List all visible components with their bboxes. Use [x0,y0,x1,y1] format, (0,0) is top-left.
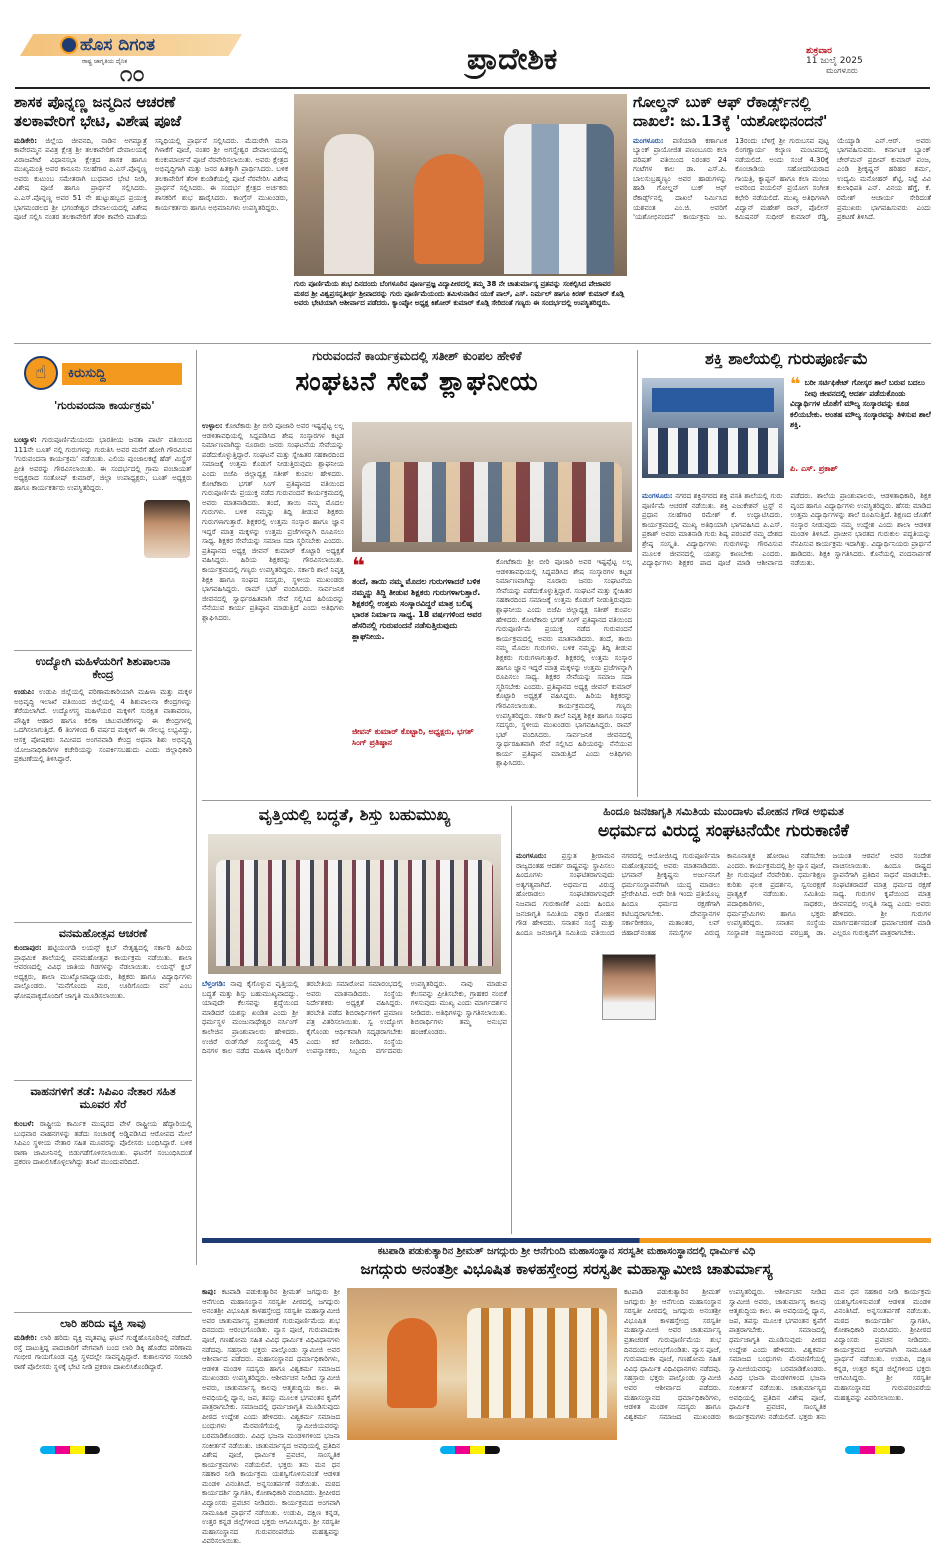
day: ಶುಕ್ರವಾರ [806,46,832,56]
story5-text: ನಾವು ಕೈಗೊಳ್ಳುವ ವೃತ್ತಿಯಲ್ಲಿ ಬದ್ಧತೆ ಮತ್ತು ಶಿಸ್ತು ಬಹುಮುಖ್ಯವಾದದ್ದು. ಯಾವುದೇ ಕೆಲಸವನ್ನು ಶ್ರದ್ಧೆಯಿಂದ ಮಾಡಿದರೆ ಯಶಸ್ಸು ಖಂಡಿತ ಎಂದು ಶ್ರೀ ಧರ್ಮಸ್ಥಳ ಮಂಜುನಾಥೇಶ್ವರ ನರ್ಸಿಂಗ್ ಕಾಲೇಜಿನ ಪ್ರಾಂಶುಪಾಲರು ಹೇಳಿದರು. ಉಜಿರೆ ರುಡ್‌ಸೆಟ್ ಸಂಸ್ಥೆಯಲ್ಲಿ 45 ದಿನಗಳ ಕಾಲ ನಡೆದ ಮಹಿಳಾ ಟೈಲರಿಂಗ್ ತರಬೇತಿಯ ಸಮಾರೋಪ ಸಮಾರಂಭದಲ್ಲಿ ಅವರು ಮಾತನಾಡಿದರು. ಸಂಸ್ಥೆಯ ನಿರ್ದೇಶಕರು ಅಧ್ಯಕ್ಷತೆ ವಹಿಸಿದ್ದರು. ತರಬೇತಿ ಪಡೆದ ಶಿಬಿರಾರ್ಥಿಗಳಿಗೆ ಪ್ರಮಾಣ ಪತ್ರ ವಿತರಿಸಲಾಯಿತು. ಸ್ವ ಉದ್ಯೋಗ ಕೈಗೊಂಡು ಆರ್ಥಿಕವಾಗಿ ಸದೃಢರಾಗಬೇಕು ಎಂದು ಕರೆ ನೀಡಿದರು. ಸಂಸ್ಥೆಯ ಉಪನ್ಯಾಸಕರು, ಸಿಬ್ಬಂದಿ ವರ್ಗದವರು ಉಪಸ್ಥಿತರಿದ್ದರು. ನಾವು ಮಾಡುವ ಕೆಲಸವನ್ನು ಪ್ರೀತಿಸಬೇಕು, ಗ್ರಾಹಕರ ನಂಬಿಕೆ ಗಳಿಸುವುದು ಮುಖ್ಯ ಎಂದು ಮಾರ್ಗದರ್ಶನ ನೀಡಿದರು. ಅತಿಥಿಗಳನ್ನು ಸ್ವಾಗತಿಸಲಾಯಿತು. ಶಿಬಿರಾರ್ಥಿಗಳು ತಮ್ಮ ಅನುಭವ ಹಂಚಿಕೊಂಡರು. [202,980,507,1056]
story2-headline-2: ದಾಖಲೆ: ಜು.13ಕ್ಕೆ 'ಯಶೋಭಿನಂದನೆ' [633,112,828,131]
story1-headline-2: ತಲಕಾವೇರಿಗೆ ಭೇಟಿ, ವಿಶೇಷ ಪೂಜೆ [14,112,182,131]
print-registration-marks-right [845,1446,905,1454]
masthead [0,0,945,90]
story7-kicker: ಕಟಪಾಡಿ ಪಡುಕುತ್ಯಾರಿನ ಶ್ರೀಮತ್ ಜಗದ್ಗುರು ಶ್ರೀ ಆನೆಗುಂದಿ ಮಹಾಸಂಸ್ಥಾನ ಸರಸ್ವತೀ ಮಹಾಸಂಸ್ಥಾನದಲ್ಲಿ ಧಾರ್ಮಿಕ ವಿಧಿ [377,1246,756,1257]
kiru-item3-body [14,944,192,1074]
kiru-item4-dateline: ಕುಂಬಳೆ: [14,1120,40,1128]
story6-kicker: ಹಿಂದೂ ಜನಜಾಗೃತಿ ಸಮಿತಿಯ ಮುಂದಾಳು ಮೋಹನ ಗೌಡ ಅಭಿಮತ [603,805,844,818]
print-registration-marks-center [440,1446,500,1454]
kiru-item4-body [14,1120,192,1288]
quote-mark-icon: ❝ [352,554,365,579]
photo1-caption: ಗುರು ಪೂರ್ಣಿಮೆಯ ಶುಭ ದಿನದಂದು ಬೆಂಗಳೂರಿನ ಪೂರ್ಣಪ್ರಜ್ಞ ವಿದ್ಯಾಪೀಠದಲ್ಲಿ ತಮ್ಮ 38 ನೇ ಚಾತುರ್ಮಾಸ್ಯ ವ್ರತವನ್ನು ಸಂಕಲ್ಪಿಸಿದ ಪೇಜಾವರ ಮಠದ ಶ್ರೀ ವಿಶ್ವಪ್ರಸನ್ನತೀರ್ಥ ಶ್ರೀಪಾದರನ್ನು ಗುರು ಪೂರ್ಣಿಮೆಯಂದು ತಮಿಳುನಾಡಿನ ಯುಕೆ ಪಾಲ್, ಎಸ್. ನಿರ್ಮಲ್ ಹಾಗೂ ಕಿರಣ್ ಕುಮಾರ್ ಕೊಡ್ಗಿ ಅವರು ಭೇಟಿಯಾಗಿ ಆಶೀರ್ವಾದ ಪಡೆದರು. ಕ್ಯಾಂಪ್ಕೋ ಅಧ್ಯಕ್ಷ ಕಿಶೋರ್ ಕುಮಾರ್ ಕೊಡ್ಗಿ ಸೇರಿದಂತೆ ಗಣ್ಯರು ಈ ಸಂದರ್ಭದಲ್ಲಿ ಉಪಸ್ಥಿತರಿದ್ದರು. [294,280,625,307]
story-pejavara-photo [294,94,627,339]
kiru-rule-3 [14,1080,192,1081]
photo-guruvandane-group [352,422,632,552]
kiru-item1-text: ಗುರುಪೂರ್ಣಿಮೆಯಂದು ಭಾರತೀಯ ಜನತಾ ಪಾರ್ಟಿ ವತಿಯಿಂದ 111ನೇ ಬೂತ್ ನಲ್ಲಿ ಗುರುಗಳನ್ನು ಗುರುತಿಸಿ ಅವರ ಮನೆಗೆ ಹೋಗಿ ಗೌರವಿಸುವ 'ಗುರುವಂದನಾ ಕಾರ್ಯಕ್ರಮ' ನಡೆಯಿತು. ಎಲಿಯ ಪುಂಜಾಲಕಟ್ಟೆ ಹೆಡ್ ಮಿಸ್ಟ್ರೆಸ್ ಪ್ರೀತಿ ಅವರನ್ನು ಗೌರವಿಸಲಾಯಿತು. ಈ ಸಂದರ್ಭದಲ್ಲಿ ಗ್ರಾಮ ಪಂಚಾಯತ್ ಅಧ್ಯಕ್ಷರಾದ ಸಂತೋಷ್ ಕುಮಾರ್, ಜಿಲ್ಲಾ ಉಪಾಧ್ಯಕ್ಷರು, ಬೂತ್ ಅಧ್ಯಕ್ಷರು ಹಾಗೂ ಕಾರ್ಯಕರ್ತರು ಉಪಸ್ಥಿತರಿದ್ದರು. [14,436,193,492]
story7-body-cols [624,1288,931,1440]
quote-mark-icon: ❝ [790,374,801,395]
kiru-item2-dateline: ಉಡುಪಿ: [14,688,40,696]
kiru-item1-title: 'ಗುರುವಂದನಾ ಕಾರ್ಯಕ್ರಮ' [54,399,155,412]
story7-dateline: ಕಾಪು: [202,1288,222,1296]
story3-text: ಕೋಟೆಕಾರು ಶ್ರೀ ಬೀರಿ ಪೂಜಾರಿ ಅವರ ಇಷ್ಟಪ್ಪೆಟ್ಟ ಲಲ್ಲ ಆಡಳಿತಾವಧಿಯಲ್ಲಿ ಸಿದ್ದಪಡಿಸಿದ ಶೇಷ ಸಂಸ್ಕಾರಗಳ ಕಟ್ಟಡ ನಿರ್ಮಾಣವಾಗಿದ್ದು ನೂರಾರು ಜನರು ಸಂಘಟನೆಯ ಸೇವೆಯನ್ನು ಪಡೆದುಕೊಳ್ಳುತ್ತಿದ್ದಾರೆ. ಸಂಘಟನೆ ಮತ್ತು ಸ್ನೇಹಿತರ ಸಹಕಾರದಿಂದ ಸಮಾಜಕ್ಕೆ ಉತ್ತಮ ಕೊಡುಗೆ ನೀಡುತ್ತಿರುವುದು ಶ್ಲಾಘನೀಯ ಎಂದು ಬಿಜೆಪಿ ಜಿಲ್ಲಾಧ್ಯಕ್ಷ ಸತೀಶ್ ಕುಂಪಲ ಹೇಳಿದರು. ಕೋಟೆಕಾರು ಭಗತ್ ಸಿಂಗ್ ಪ್ರತಿಷ್ಠಾನದ ವತಿಯಿಂದ ಗುರುಪೂರ್ಣಿಮೆ ಪ್ರಯುಕ್ತ ನಡೆದ ಗುರುವಂದನೆ ಕಾರ್ಯಕ್ರಮದಲ್ಲಿ ಅವರು ಮಾತನಾಡಿದರು. ತಂದೆ, ತಾಯಿ ನಮ್ಮ ಮೊದಲ ಗುರುಗಳು. ಬಳಿಕ ನಮ್ಮನ್ನು ತಿದ್ದಿ ತೀಡುವ ಶಿಕ್ಷಕರು ಗುರುಗಳಾಗುತ್ತಾರೆ. ಶಿಕ್ಷಕರಲ್ಲಿ ಉತ್ತಮ ಸಂಸ್ಕಾರ ಹಾಗೂ ಜ್ಞಾನ ಇದ್ದರೆ ಮಾತ್ರ ಮಕ್ಕಳನ್ನು ಉತ್ತಮ ಪ್ರಜೆಗಳನ್ನಾಗಿ ರೂಪಿಸಲು ಸಾಧ್ಯ. ಶಿಕ್ಷಕರ ಸೇವೆಯನ್ನು ಸಮಾಜ ಸದಾ ಸ್ಮರಿಸಬೇಕು ಎಂದರು. ಪ್ರತಿಷ್ಠಾನದ ಅಧ್ಯಕ್ಷ ಜೀವನ್ ಕುಮಾರ್ ಕೊಟ್ಟಾರಿ ಅಧ್ಯಕ್ಷತೆ ವಹಿಸಿದ್ದರು. ಹಿರಿಯ ಶಿಕ್ಷಕರನ್ನು ಗೌರವಿಸಲಾಯಿತು. ಕಾರ್ಯಕ್ರಮದಲ್ಲಿ ಗಣ್ಯರು ಉಪಸ್ಥಿತರಿದ್ದರು. ಸರ್ಕಾರಿ ಶಾಲೆ ನಿವೃತ್ತ ಶಿಕ್ಷಕಿ ಹಾಗೂ ಸಂಘದ ಸದಸ್ಯರು, ಸ್ಥಳೀಯ ಮುಖಂಡರು ಭಾಗವಹಿಸಿದ್ದರು. ರಾಮ್ ಭಟ್ ವಂದಿಸಿದರು. ಸಾರ್ವಜನಿಕ ಜೀವನದಲ್ಲಿ ಸ್ವಾರ್ಥರಹಿತವಾಗಿ ಸೇವೆ ಸಲ್ಲಿಸಿದ ಹಿರಿಯರನ್ನು ನೆನೆಯುವ ಕಾರ್ಯ ಪ್ರತಿಷ್ಠಾನ ಮಾಡುತ್ತಿದೆ ಎಂದು ಅತಿಥಿಗಳು ಶ್ಲಾಘಿಸಿದರು. [202,422,345,622]
logo-emblem-icon [60,36,78,54]
page-number: ೧೦ [120,62,145,87]
kiru-rule-1 [14,650,192,651]
kiru-item4-text: ರಾಷ್ಟ್ರೀಯ ಕಾರ್ಮಿಕ ಮುಷ್ಕರದ ವೇಳೆ ರಾಷ್ಟ್ರೀಯ ಹೆದ್ದಾರಿಯಲ್ಲಿ ಬುಧವಾರ ವಾಹನಗಳನ್ನು ತಡೆದು ಸಂಚಾರಕ್ಕೆ ಅಡ್ಡಿಪಡಿಸಿದ ಆರೋಪದ ಮೇಲೆ ಸಿಪಿಎಂ ಸ್ಥಳೀಯ ನೇತಾರ ಸಹಿತ ಮೂವರನ್ನು ಪೊಲೀಸರು ಬಂಧಿಸಿದ್ದಾರೆ. ಬಳಿಕ ಠಾಣಾ ಜಾಮೀನಿನಲ್ಲಿ ಬಿಡುಗಡೆಗೊಳಿಸಲಾಯಿತು. ಘಟನೆಗೆ ಸಂಬಂಧಿಸಿದಂತೆ ಪ್ರಕರಣ ದಾಖಲಿಸಿಕೊಳ್ಳಲಾಗಿದ್ದು ತನಿಖೆ ಮುಂದುವರಿದಿದೆ. [14,1120,192,1167]
row1-rule [14,343,931,344]
story2-text: ಪಣಿಯಾಡಿ ಕರ್ಣಾಟಕ ಬ್ಯಾಂಕ್ ಪ್ರಾಯೋಜಿತ ಪಣಂಬೂರು ಕಲಾ ಪರಿಷತ್ ವತಿಯಿಂದ ನಿರಂತರ 24 ಗಂಟೆಗಳ ಕಾಲ ಡಾ. ಎಸ್.ಪಿ. ಬಾಲಸುಬ್ರಹ್ಮಣ್ಯಂ ಅವರ ಹಾಡುಗಳನ್ನು ಹಾಡಿ ಗೋಲ್ಡನ್ ಬುಕ್ ಆಫ್ ರೆಕಾರ್ಡ್ಸ್‌ನಲ್ಲಿ ದಾಖಲೆ ನಿರ್ಮಿಸಿದ ಯಶವಂತ ಎಂ.ಜಿ. ಅವರಿಗೆ 'ಯಶೋಭಿನಂದನೆ' ಕಾರ್ಯಕ್ರಮ ಜು. 13ರಂದು ಬೆಳಿಗ್ಗೆ ಶ್ರೀ ಗುರುಬಸವ ಪುಟ್ಟ ಲಿಂಗಣ್ಣಾರ್ಯ ಕಲ್ಯಾಣ ಮಂಟಪದಲ್ಲಿ ನಡೆಯಲಿದೆ. ಅಂದು ಸಂಜೆ 4.30ಕ್ಕೆ ಕೊಂಚಾಡಿಯ ಸಹೋದರಿಯರಾದ ಗಾಯತ್ರಿ, ಕ್ಯಾಪ್ಟನ್ ಹಾಗೂ ಕಲಾ ಮಂಜು ಅವರಿಂದ ವಯಲಿನ್ ಪ್ರಯೋಗ ಸಂಗೀತ ಕಛೇರಿ ನಡೆಯಲಿದೆ. ಮುಖ್ಯ ಅತಿಥಿಗಳಾಗಿ ವಿದ್ವಾನ್ ಮಹೇಶ್ ರಾವ್, ಪೊಲೀಸ್ ಕಮಿಷನರ್ ಸುಧೀರ್ ಕುಮಾರ್ ರೆಡ್ಡಿ, ಯೆಯ್ಯಾಡಿ ಎನ್.ಆರ್. ಅವರು ಭಾಗವಹಿಸುವರು. ಕರ್ನಾಟಕ ಬ್ಯಾಂಕ್ ಚೇರ್‌ಮನ್ ಪ್ರದೀಪ್ ಕುಮಾರ್ ಪಂಜ, ಎಂಡಿ ಶ್ರೀಕೃಷ್ಣನ್ ಹರಿಹರ ಶರ್ಮ, ಉದ್ಯಮಿ ಮನೋಹರ್ ಶೆಟ್ಟಿ, ನಿಟ್ಟೆ ವಿವಿ ಕುಲಾಧಿಪತಿ ಎನ್. ವಿನಯ ಹೆಗ್ಡೆ, ಕೆ. ರಮೇಶ್ ಆಚಾರ್ಯ ಸೇರಿದಂತೆ ಪ್ರಮುಖರು ಭಾಗವಹಿಸುವರು ಎಂದು ಪ್ರಕಟಣೆ ತಿಳಿಸಿದೆ. [633,136,931,222]
story3-body-col3 [496,558,632,790]
story1-body [14,137,288,333]
photo-shakti-school [642,378,784,478]
print-registration-marks-left [40,1446,100,1454]
story-chaturmasya [202,1246,931,1546]
story6-body [516,852,931,1230]
photo-trainees-group [208,834,501,974]
story4-quote: ಬರೀ ಸರ್ಟಿಫಿಕೇಟ್ ಗೋಸ್ಕರ ಶಾಲೆ ಬರುವ ಬದಲು ನೀವು ಜೀವನದಲ್ಲಿ ಆದರ್ಶ ಪಡೆದುಕೊಂಡು ವಿದ್ಯಾರ್ಥಿಗಳ ಜೊತೆಗೆ ಮೌಲ್ಯ ಸಂಸ್ಕಾರವನ್ನು ಕೂಡ ಕಲಿಯಬೇಕು. ಅಂತಹ ಮೌಲ್ಯ ಸಂಸ್ಕಾರವನ್ನು ತಿಳಿಸುವ ಶಾಲೆ ಶಕ್ತಿ. [790,378,931,429]
masthead-rule [15,87,930,89]
kiru-item3-dateline: ಕುಂದಾಪುರ: [14,944,48,952]
kiru-item4-title: ವಾಹನಗಳಿಗೆ ತಡೆ: ಸಿಪಿಎಂ ನೇತಾರ ಸಹಿತ ಮೂವರ ಸೆರೆ [30,1085,176,1111]
kiru-item1-dateline: ಬಂಟ್ವಾಳ: [14,436,43,444]
story4-text: ನಗರದ ಶಕ್ತಿನಗರದ ಶಕ್ತಿ ವಸತಿ ಶಾಲೆಯಲ್ಲಿ ಗುರು ಪೂರ್ಣಿಮೆ ಆಚರಣೆ ನಡೆಯಿತು. ಶಕ್ತಿ ಎಜುಕೇಶನ್ ಟ್ರಸ್ಟ್ ನ ಪ್ರಧಾನ ಸಲಹೆಗಾರ ರಮೇಶ್ ಕೆ. ಉದ್ಘಾಟಿಸಿದರು. ಕಾರ್ಯಕ್ರಮದಲ್ಲಿ ಮುಖ್ಯ ಅತಿಥಿಯಾಗಿ ಭಾಗವಹಿಸಿದ ಪಿ.ಎಸ್. ಪ್ರಕಾಶ್ ಅವರು ಮಾತನಾಡಿ ಗುರು ಶಿಷ್ಯ ಪರಂಪರೆ ನಮ್ಮ ದೇಶದ ಶ್ರೇಷ್ಠ ಸಂಸ್ಕೃತಿ. ವಿದ್ಯಾರ್ಥಿಗಳು ಗುರುಗಳನ್ನು ಗೌರವಿಸುವ ಮೂಲಕ ಜೀವನದಲ್ಲಿ ಯಶಸ್ಸು ಕಾಣಬೇಕು ಎಂದರು. ವಿದ್ಯಾರ್ಥಿಗಳು ಶಿಕ್ಷಕರ ಪಾದ ಪೂಜೆ ಮಾಡಿ ಆಶೀರ್ವಾದ ಪಡೆದರು. ಶಾಲೆಯ ಪ್ರಾಂಶುಪಾಲರು, ಆಡಳಿತಾಧಿಕಾರಿ, ಶಿಕ್ಷಕ ವೃಂದ ಹಾಗೂ ವಿದ್ಯಾರ್ಥಿಗಳು ಉಪಸ್ಥಿತರಿದ್ದರು. ಹೆಸರು ಮಾಡಿದ ಉತ್ತಮ ವಿದ್ಯಾರ್ಥಿಗಳನ್ನು ಶಾಲೆ ರೂಪಿಸುತ್ತಿದೆ. ಶಿಕ್ಷಣದ ಜೊತೆಗೆ ಸಂಸ್ಕಾರ ನೀಡುವುದು ನಮ್ಮ ಉದ್ದೇಶ ಎಂದು ಶಾಲಾ ಆಡಳಿತ ಮಂಡಳಿ ತಿಳಿಸಿದೆ. ಪ್ರಾಚೀನ ಭಾರತದ ಗುರುಕುಲ ಪದ್ಧತಿಯನ್ನು ನೆನಪಿಸುವ ಕಾರ್ಯಕ್ರಮ ಇದಾಗಿತ್ತು. ವಿದ್ಯಾರ್ಥಿನಿಯರು ಪ್ರಾರ್ಥನೆ ಹಾಡಿದರು. ಶಿಕ್ಷಕಿ ಸ್ವಾಗತಿಸಿದರು. ಕೊನೆಯಲ್ಲಿ ವಂದನಾರ್ಪಣೆ ನಡೆಯಿತು. [642,492,931,568]
row2-rule [202,800,931,801]
photo-figure-left [324,134,374,274]
story-golden-book [633,94,931,339]
photo-group-row [362,462,622,542]
story3-headline: ಸಂಘಟನೆ ಸೇವೆ ಶ್ಲಾಘನೀಯ [295,366,539,397]
kiru-suddi-banner [24,356,184,390]
story1-headline-1: ಶಾಸಕ ಪೊನ್ನಣ್ಣ ಜನ್ಮದಿನ ಆಚರಣೆ [14,93,176,111]
story2-body [633,137,931,333]
story7-top-bar [202,1238,931,1243]
story1-dateline: ಮಡಿಕೇರಿ: [14,136,46,145]
story5-dateline: ಬೆಳ್ತಂಗಡಿ: [202,980,231,988]
logo-name: ಹೊಸ ದಿಗಂತ [80,35,155,55]
story-adharma [516,806,931,1234]
story6-headline: ಅಧರ್ಮದ ವಿರುದ್ಧ ಸಂಘಟನೆಯೇ ಗುರುಕಾಣಿಕೆ [598,820,849,841]
city: ಮಂಗಳೂರು [826,66,858,75]
photo-chaturmasya-ritual [347,1288,617,1440]
story-vruttiyalli [202,806,507,1234]
story2-dateline: ಮಂಗಳೂರು: [633,136,673,145]
story7-text: ಕಟಪಾಡಿ ಪಡುಕುತ್ಯಾರಿನ ಶ್ರೀಮತ್ ಜಗದ್ಗುರು ಶ್ರೀ ಆನೆಗುಂದಿ ಮಹಾಸಂಸ್ಥಾನ ಸರಸ್ವತೀ ಪೀಠದಲ್ಲಿ ಜಗದ್ಗುರು ಅನಂತಶ್ರೀ ವಿಭೂಷಿತ ಕಾಳಹಸ್ತೇಂದ್ರ ಸರಸ್ವತೀ ಮಹಾಸ್ವಾಮೀಜಿ ಅವರ ಚಾತುರ್ಮಾಸ್ಯ ವ್ರತಾಚರಣೆ ಗುರುಪೂರ್ಣಿಮೆಯ ಶುಭ ದಿನದಂದು ಆರಂಭಗೊಂಡಿತು. ವ್ಯಾಸ ಪೂಜೆ, ಗುರುಪಾದುಕಾ ಪೂಜೆ, ಗಣಹೋಮ ಸಹಿತ ವಿವಿಧ ಧಾರ್ಮಿಕ ವಿಧಿವಿಧಾನಗಳು ನಡೆದವು. ಸಹಸ್ರಾರು ಭಕ್ತರು ಪಾಲ್ಗೊಂಡು ಸ್ವಾಮೀಜಿ ಅವರ ಆಶೀರ್ವಾದ ಪಡೆದರು. ಮಹಾಸಂಸ್ಥಾನದ ಧರ್ಮಾಧಿಕಾರಿಗಳು, ಆಡಳಿತ ಮಂಡಳಿ ಸದಸ್ಯರು ಹಾಗೂ ವಿಶ್ವಕರ್ಮ ಸಮಾಜದ ಮುಖಂಡರು ಉಪಸ್ಥಿತರಿದ್ದರು. ಆಶೀರ್ವಚನ ನೀಡಿದ ಸ್ವಾಮೀಜಿ ಅವರು, ಚಾತುರ್ಮಾಸ್ಯ ಕಾಲವು ಆತ್ಮಶುದ್ಧಿಯ ಕಾಲ. ಈ ಅವಧಿಯಲ್ಲಿ ಧ್ಯಾನ, ಜಪ, ತಪಸ್ಸು ಮೂಲಕ ಭಗವಂತನ ಕೃಪೆಗೆ ಪಾತ್ರರಾಗಬೇಕು. ಸಮಾಜದಲ್ಲಿ ಧರ್ಮಜಾಗೃತಿ ಮೂಡಿಸುವುದು ಪೀಠದ ಉದ್ದೇಶ ಎಂದು ಹೇಳಿದರು. ವಿಶ್ವಕರ್ಮ ಸಮಾಜದ ಬಂಧುಗಳು ಮೆರವಣಿಗೆಯಲ್ಲಿ ಸ್ವಾಮೀಜಿಯವರನ್ನು ಬರಮಾಡಿಕೊಂಡರು. ವಿವಿಧ ಭಜನಾ ಮಂಡಳಿಗಳಿಂದ ಭಜನಾ ಸಂಕೀರ್ತನೆ ನಡೆಯಿತು. ಚಾತುರ್ಮಾಸ್ಯದ ಅವಧಿಯಲ್ಲಿ ಪ್ರತಿದಿನ ವಿಶೇಷ ಪೂಜೆ, ಧಾರ್ಮಿಕ ಪ್ರವಚನ, ಸಾಂಸ್ಕೃತಿಕ ಕಾರ್ಯಕ್ರಮಗಳು ನಡೆಯಲಿವೆ. ಭಕ್ತರು ತನು ಮನ ಧನ ಸಹಕಾರ ನೀಡಿ ಕಾರ್ಯಕ್ರಮ ಯಶಸ್ವಿಗೊಳಿಸುವಂತೆ ಆಡಳಿತ ಮಂಡಳಿ ವಿನಂತಿಸಿದೆ. ಅನ್ನಸಂತರ್ಪಣೆ ನಡೆಯಿತು. ಮಠದ ಕಾರ್ಯದರ್ಶಿ ಸ್ವಾಗತಿಸಿ, ಕೋಶಾಧಿಕಾರಿ ವಂದಿಸಿದರು. ಶ್ರೀಪೀಠದ ವಿದ್ವಾಂಸರು ಪ್ರವಚನ ನೀಡಿದರು. ಕಾರ್ಯಕ್ರಮದ ಅಂಗವಾಗಿ ಸಾಮೂಹಿಕ ಪ್ರಾರ್ಥನೆ ನಡೆಯಿತು. ಉಡುಪಿ, ದಕ್ಷಿಣ ಕನ್ನಡ, ಉತ್ತರ ಕನ್ನಡ ಜಿಲ್ಲೆಗಳಿಂದ ಭಕ್ತರು ಆಗಮಿಸಿದ್ದರು. ಶ್ರೀ ಸರಸ್ವತೀ ಮಹಾಸಂಸ್ಥಾನದ ಗುರುಪರಂಪರೆಯ ಮಹತ್ವವನ್ನು ವಿವರಿಸಲಾಯಿತು. [202,1288,340,1546]
kiru-item3-title: ವನಮಹೋತ್ಸವ ಆಚರಣೆ [58,927,148,940]
photo-figure-seer [414,154,484,264]
story5-body [202,980,507,1230]
story4-quote-by: ಪಿ. ಎಸ್. ಪ್ರಕಾಶ್ [790,464,838,473]
kiru-item5-text: ಲಾರಿ ಹರಿದು ವ್ಯಕ್ತಿ ಮೃತಪಟ್ಟ ಘಟನೆ ಗುಡ್ಡೆಹೊಸೂರಿನಲ್ಲಿ ನಡೆದಿದೆ. ರಸ್ತೆ ದಾಟುತ್ತಿದ್ದ ಪಾದಚಾರಿಗೆ ವೇಗವಾಗಿ ಬಂದ ಲಾರಿ ಡಿಕ್ಕಿ ಹೊಡೆದ ಪರಿಣಾಮ ಗಂಭೀರ ಗಾಯಗೊಂಡ ವ್ಯಕ್ತಿ ಸ್ಥಳದಲ್ಲೇ ಸಾವನ್ನಪ್ಪಿದ್ದಾರೆ. ಕುಶಾಲನಗರ ಸಂಚಾರಿ ಠಾಣೆ ಪೊಲೀಸರು ಸ್ಥಳಕ್ಕೆ ಭೇಟಿ ನೀಡಿ ಪ್ರಕರಣ ದಾಖಲಿಸಿಕೊಂಡಿದ್ದಾರೆ. [14,1334,193,1371]
story3-text-continued: ಕೋಟೆಕಾರು ಶ್ರೀ ಬೀರಿ ಪೂಜಾರಿ ಅವರ ಇಷ್ಟಪ್ಪೆಟ್ಟ ಲಲ್ಲ ಆಡಳಿತಾವಧಿಯಲ್ಲಿ ಸಿದ್ದಪಡಿಸಿದ ಶೇಷ ಸಂಸ್ಕಾರಗಳ ಕಟ್ಟಡ ನಿರ್ಮಾಣವಾಗಿದ್ದು ನೂರಾರು ಜನರು ಸಂಘಟನೆಯ ಸೇವೆಯನ್ನು ಪಡೆದುಕೊಳ್ಳುತ್ತಿದ್ದಾರೆ. ಸಂಘಟನೆ ಮತ್ತು ಸ್ನೇಹಿತರ ಸಹಕಾರದಿಂದ ಸಮಾಜಕ್ಕೆ ಉತ್ತಮ ಕೊಡುಗೆ ನೀಡುತ್ತಿರುವುದು ಶ್ಲಾಘನೀಯ ಎಂದು ಬಿಜೆಪಿ ಜಿಲ್ಲಾಧ್ಯಕ್ಷ ಸತೀಶ್ ಕುಂಪಲ ಹೇಳಿದರು. ಕೋಟೆಕಾರು ಭಗತ್ ಸಿಂಗ್ ಪ್ರತಿಷ್ಠಾನದ ವತಿಯಿಂದ ಗುರುಪೂರ್ಣಿಮೆ ಪ್ರಯುಕ್ತ ನಡೆದ ಗುರುವಂದನೆ ಕಾರ್ಯಕ್ರಮದಲ್ಲಿ ಅವರು ಮಾತನಾಡಿದರು. ತಂದೆ, ತಾಯಿ ನಮ್ಮ ಮೊದಲ ಗುರುಗಳು. ಬಳಿಕ ನಮ್ಮನ್ನು ತಿದ್ದಿ ತೀಡುವ ಶಿಕ್ಷಕರು ಗುರುಗಳಾಗುತ್ತಾರೆ. ಶಿಕ್ಷಕರಲ್ಲಿ ಉತ್ತಮ ಸಂಸ್ಕಾರ ಹಾಗೂ ಜ್ಞಾನ ಇದ್ದರೆ ಮಾತ್ರ ಮಕ್ಕಳನ್ನು ಉತ್ತಮ ಪ್ರಜೆಗಳನ್ನಾಗಿ ರೂಪಿಸಲು ಸಾಧ್ಯ. ಶಿಕ್ಷಕರ ಸೇವೆಯನ್ನು ಸಮಾಜ ಸದಾ ಸ್ಮರಿಸಬೇಕು ಎಂದರು. ಪ್ರತಿಷ್ಠಾನದ ಅಧ್ಯಕ್ಷ ಜೀವನ್ ಕುಮಾರ್ ಕೊಟ್ಟಾರಿ ಅಧ್ಯಕ್ಷತೆ ವಹಿಸಿದ್ದರು. ಹಿರಿಯ ಶಿಕ್ಷಕರನ್ನು ಗೌರವಿಸಲಾಯಿತು. ಕಾರ್ಯಕ್ರಮದಲ್ಲಿ ಗಣ್ಯರು ಉಪಸ್ಥಿತರಿದ್ದರು. ಸರ್ಕಾರಿ ಶಾಲೆ ನಿವೃತ್ತ ಶಿಕ್ಷಕಿ ಹಾಗೂ ಸಂಘದ ಸದಸ್ಯರು, ಸ್ಥಳೀಯ ಮುಖಂಡರು ಭಾಗವಹಿಸಿದ್ದರು. ರಾಮ್ ಭಟ್ ವಂದಿಸಿದರು. ಸಾರ್ವಜನಿಕ ಜೀವನದಲ್ಲಿ ಸ್ವಾರ್ಥರಹಿತವಾಗಿ ಸೇವೆ ಸಲ್ಲಿಸಿದ ಹಿರಿಯರನ್ನು ನೆನೆಯುವ ಕಾರ್ಯ ಪ್ರತಿಷ್ಠಾನ ಮಾಡುತ್ತಿದೆ ಎಂದು ಅತಿಥಿಗಳು ಶ್ಲಾಘಿಸಿದರು. [496,558,633,768]
story4-dateline: ಮಂಗಳೂರು: [642,492,676,500]
col-rule-left [196,350,197,1265]
story7-headline: ಜಗದ್ಗುರು ಅನಂತಶ್ರೀ ವಿಭೂಷಿತ ಕಾಳಹಸ್ತೇಂದ್ರ ಸರಸ್ವತೀ ಮಹಾಸ್ವಾಮೀಜಿ ಚಾತುರ್ಮಾಸ್ಯ [360,1259,773,1278]
kiru-item5-dateline: ಮಡಿಕೇರಿ: [14,1334,41,1342]
photo-pejavara-visit [294,94,627,276]
photo-stage-people [648,428,778,474]
kiru-item5-body [14,1334,192,1430]
date: 11 ಜುಲೈ 2025 [806,56,863,66]
photo-stage-banner [652,388,774,412]
story4-body [642,492,931,790]
kiru-suddi-column [14,350,192,1440]
story1-text: ಜಿಲ್ಲೆಯ ಜೀವನದಿ, ನಾಡಿನ ಅಗಮ್ಯಾತ್ರೆ ಕಾವೇರಮ್ಮನ ಪವಿತ್ರ ಕ್ಷೇತ್ರ ಶ್ರೀ ತಲಕಾವೇರಿಗೆ ದೇವಾಲಯಕ್ಕೆ ವಿರಾಜಪೇಟೆ ವಿಧಾನಸಭಾ ಕ್ಷೇತ್ರದ ಶಾಸಕ ಹಾಗೂ ಮುಖ್ಯಮಂತ್ರಿ ಅವರ ಕಾನೂನು ಸಲಹೆಗಾರ ಎ.ಎಸ್.ಪೊನ್ನಣ್ಣ ಅವರು ಕುಟುಂಬ ಸಮೇತರಾಗಿ ಬುಧವಾರ ಭೇಟಿ ನೀಡಿ, ವಿಶೇಷ ಪೂಜೆ ಹಾಗೂ ಪ್ರಾರ್ಥನೆ ಸಲ್ಲಿಸಿದರು. ಎ.ಎಸ್.ಪೊನ್ನಣ್ಣ ಅವರ 51 ನೇ ಹುಟ್ಟುಹಬ್ಬದ ಪ್ರಯುಕ್ತ ಭಾಗಮಂಡಲದ ಶ್ರೀ ಭಗಂಡೇಶ್ವರ ದೇವಾಲಯದಲ್ಲಿ ವಿಶೇಷ ಪೂಜೆ ಸಲ್ಲಿಸಿ ನಂತರ ತಲಕಾವೇರಿಗೆ ತೆರಳಿ ಕಾವೇರಿ ಮಾತೆಯ ಸನ್ನಿಧಿಯಲ್ಲಿ ಪ್ರಾರ್ಥನೆ ಸಲ್ಲಿಸಿದರು. ಮೆದುರೇಗಿ ಮನಾ ಗಿಳಾಕೆಗೆ ಪೂಜೆ, ನಂತರ ಶ್ರೀ ಅಗಸ್ತ್ಯೇಶ್ವರ ದೇವಾಲಯದಲ್ಲಿ ಕುಂಕುಮಾರ್ಚನೆ ಪೂಜೆ ನೆರವೇರಿಸಲಾಯಿತು. ಅವರು ಕ್ಷೇತ್ರದ ಅಭಿವೃದ್ಧಿಗಾಗಿ ಮತ್ತು ಜನರ ಹಿತಕ್ಕಾಗಿ ಪ್ರಾರ್ಥಿಸಿದರು. ಬಳಿಕ ತಲಕಾವೇರಿಗೆ ತೆರಳಿ ಕುಂಡಿಕೆಯಲ್ಲಿ ಪೂಜೆ ನೆರವೇರಿಸಿ ವಿಶೇಷ ಪ್ರಾರ್ಥನೆ ಸಲ್ಲಿಸಿದರು. ಈ ಸಂದರ್ಭ ಕ್ಷೇತ್ರದ ಅರ್ಚಕರು ಶಾಸಕರಿಗೆ ಶುಭ ಹಾರೈಸಿದರು. ಕಾಂಗ್ರೆಸ್ ಮುಖಂಡರು, ಕಾರ್ಯಕರ್ತರು ಹಾಗೂ ಅಭಿಮಾನಿಗಳು ಉಪಸ್ಥಿತರಿದ್ದರು. [14,136,288,222]
story-sanghatane [202,350,632,797]
photo-ritual-priests [467,1308,607,1418]
story6-text: ಪ್ರಸ್ತುತ ಶ್ರೀರಾಮನ ರಾಜ್ಯದಂತಹ ಆದರ್ಶ ರಾಷ್ಟ್ರವನ್ನು ಸ್ಥಾಪಿಸಲು ಹಿಂದೂಗಳು ಸಂಘಟಿತರಾಗುವುದು ಅತ್ಯಗತ್ಯವಾಗಿದೆ. ಅಧರ್ಮದ ವಿರುದ್ಧ ಹೋರಾಡಲು ಸಂಘಟಿತರಾಗುವುದೇ ನಿಜವಾದ ಗುರುಕಾಣಿಕೆ ಎಂದು ಹಿಂದೂ ಜನಜಾಗೃತಿ ಸಮಿತಿಯ ವಕ್ತಾರ ಮೋಹನ ಗೌಡ ಹೇಳಿದರು. ಸನಾತನ ಸಂಸ್ಥೆ ಮತ್ತು ಹಿಂದೂ ಜನಜಾಗೃತಿ ಸಮಿತಿಯ ವತಿಯಿಂದ ನಗರದಲ್ಲಿ ಆಯೋಜಿಸಿದ್ದ ಗುರುಪೂರ್ಣಿಮಾ ಮಹೋತ್ಸವದಲ್ಲಿ ಅವರು ಮಾತನಾಡಿದರು. ಭಗವಾನ್ ಶ್ರೀಕೃಷ್ಣನು ಅರ್ಜುನನಿಗೆ ಧರ್ಮಸಂಸ್ಥಾಪನೆಗಾಗಿ ಯುದ್ಧ ಮಾಡಲು ಪ್ರೇರೇಪಿಸಿದ. ಅದೇ ರೀತಿ ಇಂದು ಪ್ರತಿಯೊಬ್ಬ ಹಿಂದೂ ಧರ್ಮದ ರಕ್ಷಣೆಗಾಗಿ ಕಟಿಬದ್ಧರಾಗಬೇಕು. ದೇವಸ್ಥಾನಗಳ ಸರ್ಕಾರೀಕರಣ, ಮತಾಂತರ, ಲವ್ ಜಿಹಾದ್‌ನಂತಹ ಸಮಸ್ಯೆಗಳ ವಿರುದ್ಧ ಕಾನೂನಾತ್ಮಕ ಹೋರಾಟ ನಡೆಸಬೇಕು ಎಂದರು. ಕಾರ್ಯಕ್ರಮದಲ್ಲಿ ಶ್ರೀ ವ್ಯಾಸ ಪೂಜೆ, ಶ್ರೀ ಗುರುಪೂಜೆ ನೆರವೇರಿತು. ಧರ್ಮಶಿಕ್ಷಣ ಕುರಿತು ಫಲಕ ಪ್ರದರ್ಶನ, ಸ್ವಸಂರಕ್ಷಣೆ ಪ್ರಾತ್ಯಕ್ಷಿಕೆ ನಡೆಯಿತು. ಸಮಿತಿಯ ಪದಾಧಿಕಾರಿಗಳು, ಸಾಧಕರು, ಧರ್ಮಪ್ರೇಮಿಗಳು ಹಾಗೂ ಭಕ್ತರು ಉಪಸ್ಥಿತರಿದ್ದರು. ಸನಾತನ ಸಂಸ್ಥೆಯ ಸಂಸ್ಥಾಪಕ ಸಚ್ಚಿದಾನಂದ ಪರಬ್ರಹ್ಮ ಡಾ. ಜಯಂತ ಆಠವಲೆ ಅವರ ಸಂದೇಶ ವಾಚಿಸಲಾಯಿತು. ಹಿಂದೂ ರಾಷ್ಟ್ರದ ಸ್ಥಾಪನೆಗಾಗಿ ಪ್ರತಿದಿನ ಸಾಧನೆ ಮಾಡಬೇಕು. ಸಂಘಟಿತರಾದರೆ ಮಾತ್ರ ಧರ್ಮದ ರಕ್ಷಣೆ ಸಾಧ್ಯ. ಗುರುಗಳ ಕೃಪೆಯಿಂದ ಮಾತ್ರ ಜೀವನದಲ್ಲಿ ಉನ್ನತಿ ಸಾಧ್ಯ ಎಂದು ಅವರು ಹೇಳಿದರು. ಶ್ರೀ ಗುರುಗಳ ಮಾರ್ಗದರ್ಶನದಂತೆ ಧರ್ಮಾಚರಣೆ ಮಾಡಿ ಎಲ್ಲರೂ ಗುರುಕೃಪೆಗೆ ಪಾತ್ರರಾಗಬೇಕು. [516,852,931,937]
hand-point-icon: ☝ [24,356,58,390]
kiru-item2-text: ಉಡುಪಿ ಜಿಲ್ಲೆಯಲ್ಲಿ ಪರಿಣಾಮಕಾರಿಯಾಗಿ ಮಹಿಳಾ ಮತ್ತು ಮಕ್ಕಳ ಅಭಿವೃದ್ಧಿ ಇಲಾಖೆ ವತಿಯಿಂದ ಜಿಲ್ಲೆಯಲ್ಲಿ 4 ಶಿಶುಪಾಲನಾ ಕೇಂದ್ರಗಳನ್ನು ತೆರೆಯಲಾಗಿದೆ. ಉದ್ಯೋಗಸ್ಥ ಮಹಿಳೆಯರ ಮಕ್ಕಳಿಗೆ ಸುರಕ್ಷಿತ ವಾತಾವರಣ, ಪೌಷ್ಟಿಕ ಆಹಾರ ಹಾಗೂ ಕಲಿಕಾ ಚಟುವಟಿಕೆಗಳನ್ನು ಈ ಕೇಂದ್ರಗಳಲ್ಲಿ ಒದಗಿಸಲಾಗುತ್ತಿದೆ. 6 ತಿಂಗಳಿಂದ 6 ವರ್ಷದ ಮಕ್ಕಳಿಗೆ ಈ ಸೌಲಭ್ಯ ಲಭ್ಯವಿದ್ದು, ಆಸಕ್ತ ಪೋಷಕರು ಸಮೀಪದ ಅಂಗನವಾಡಿ ಕೇಂದ್ರ ಅಥವಾ ಶಿಶು ಅಭಿವೃದ್ಧಿ ಯೋಜನಾಧಿಕಾರಿಗಳ ಕಚೇರಿಯನ್ನು ಸಂಪರ್ಕಿಸಬಹುದು ಎಂದು ಜಿಲ್ಲಾಧಿಕಾರಿ ಪ್ರಕಟಣೆಯಲ್ಲಿ ತಿಳಿಸಿದ್ದಾರೆ. [14,688,192,764]
kiru-item1-body [14,436,192,568]
story5-headline: ವೃತ್ತಿಯಲ್ಲಿ ಬದ್ಧತೆ, ಶಿಸ್ತು ಬಹುಮುಖ್ಯ [258,805,451,824]
masthead-date-block [806,46,926,76]
kiru-rule-2 [14,922,192,923]
story-shakti-school [642,350,931,797]
masthead-logo-block [20,34,242,87]
story3-dateline: ಉಳ್ಳಾಲ: [202,422,226,430]
story3-quote-by: ಜೀವನ್ ಕುಮಾರ್ ಕೊಟ್ಟಾರಿ, ಅಧ್ಯಕ್ಷರು, ಭಗತ್ ಸಿಂಗ್ ಪ್ರತಿಷ್ಠಾನ [352,727,474,747]
kiru-item2-body [14,688,192,888]
photo-ritual-seer [387,1318,437,1408]
story3-body-col1 [202,422,344,790]
col-rule-mid [511,806,512,1234]
photo-trainees-rows [216,860,493,966]
kiru-item3-text: ಹಟ್ಟಿಯಂಗಡಿ ಲಯನ್ಸ್ ಕ್ಲಬ್ ನೇತೃತ್ವದಲ್ಲಿ ಸರ್ಕಾರಿ ಹಿರಿಯ ಪ್ರಾಥಮಿಕ ಶಾಲೆಯಲ್ಲಿ ವನಮಹೋತ್ಸವ ಕಾರ್ಯಕ್ರಮ ನಡೆಯಿತು. ಶಾಲಾ ಆವರಣದಲ್ಲಿ ವಿವಿಧ ಜಾತಿಯ ಗಿಡಗಳನ್ನು ನೆಡಲಾಯಿತು. ಲಯನ್ಸ್ ಕ್ಲಬ್ ಅಧ್ಯಕ್ಷರು, ಶಾಲಾ ಮುಖ್ಯೋಪಾಧ್ಯಾಯರು, ಶಿಕ್ಷಕರು ಹಾಗೂ ವಿದ್ಯಾರ್ಥಿಗಳು ಪಾಲ್ಗೊಂಡರು. 'ಮನೆಗೊಂದು ಮರ, ಊರಿಗೊಂದು ವನ' ಎಂಬ ಘೋಷವಾಕ್ಯದೊಂದಿಗೆ ಜಾಗೃತಿ ಮೂಡಿಸಲಾಯಿತು. [14,944,193,1000]
story7-body-col1 [202,1288,340,1546]
story3-kicker: ಗುರುವಂದನೆ ಕಾರ್ಯಕ್ರಮದಲ್ಲಿ ಸತೀಶ್ ಕುಂಪಲ ಹೇಳಿಕೆ [312,349,522,363]
kiru-rule-4 [14,1312,192,1313]
story-ponnanna [14,94,288,339]
kiru-suddi-label: ಕಿರುಸುದ್ದಿ [62,363,182,385]
logo-tagline: ರಾಷ್ಟ್ರ ಜಾಗೃತಿಯ ದೈನಿಕ [82,58,128,65]
story6-dateline: ಮಂಗಳೂರು: [516,852,562,860]
story3-quote-box [352,554,488,758]
kiru-item5-title: ಲಾರಿ ಹರಿದು ವ್ಯಕ್ತಿ ಸಾವು [60,1317,146,1330]
col-rule-right [637,350,638,797]
story4-headline: ಶಕ್ತಿ ಶಾಲೆಯಲ್ಲಿ ಗುರುಪೂರ್ಣಿಮೆ [705,349,868,368]
photo-figure-group [504,124,614,274]
story2-headline-1: ಗೋಲ್ಡನ್ ಬುಕ್ ಆಫ್ ರೆಕಾರ್ಡ್ಸ್‌ನಲ್ಲಿ [633,93,811,111]
story7-text-continued: ಕಟಪಾಡಿ ಪಡುಕುತ್ಯಾರಿನ ಶ್ರೀಮತ್ ಜಗದ್ಗುರು ಶ್ರೀ ಆನೆಗುಂದಿ ಮಹಾಸಂಸ್ಥಾನ ಸರಸ್ವತೀ ಪೀಠದಲ್ಲಿ ಜಗದ್ಗುರು ಅನಂತಶ್ರೀ ವಿಭೂಷಿತ ಕಾಳಹಸ್ತೇಂದ್ರ ಸರಸ್ವತೀ ಮಹಾಸ್ವಾಮೀಜಿ ಅವರ ಚಾತುರ್ಮಾಸ್ಯ ವ್ರತಾಚರಣೆ ಗುರುಪೂರ್ಣಿಮೆಯ ಶುಭ ದಿನದಂದು ಆರಂಭಗೊಂಡಿತು. ವ್ಯಾಸ ಪೂಜೆ, ಗುರುಪಾದುಕಾ ಪೂಜೆ, ಗಣಹೋಮ ಸಹಿತ ವಿವಿಧ ಧಾರ್ಮಿಕ ವಿಧಿವಿಧಾನಗಳು ನಡೆದವು. ಸಹಸ್ರಾರು ಭಕ್ತರು ಪಾಲ್ಗೊಂಡು ಸ್ವಾಮೀಜಿ ಅವರ ಆಶೀರ್ವಾದ ಪಡೆದರು. ಮಹಾಸಂಸ್ಥಾನದ ಧರ್ಮಾಧಿಕಾರಿಗಳು, ಆಡಳಿತ ಮಂಡಳಿ ಸದಸ್ಯರು ಹಾಗೂ ವಿಶ್ವಕರ್ಮ ಸಮಾಜದ ಮುಖಂಡರು ಉಪಸ್ಥಿತರಿದ್ದರು. ಆಶೀರ್ವಚನ ನೀಡಿದ ಸ್ವಾಮೀಜಿ ಅವರು, ಚಾತುರ್ಮಾಸ್ಯ ಕಾಲವು ಆತ್ಮಶುದ್ಧಿಯ ಕಾಲ. ಈ ಅವಧಿಯಲ್ಲಿ ಧ್ಯಾನ, ಜಪ, ತಪಸ್ಸು ಮೂಲಕ ಭಗವಂತನ ಕೃಪೆಗೆ ಪಾತ್ರರಾಗಬೇಕು. ಸಮಾಜದಲ್ಲಿ ಧರ್ಮಜಾಗೃತಿ ಮೂಡಿಸುವುದು ಪೀಠದ ಉದ್ದೇಶ ಎಂದು ಹೇಳಿದರು. ವಿಶ್ವಕರ್ಮ ಸಮಾಜದ ಬಂಧುಗಳು ಮೆರವಣಿಗೆಯಲ್ಲಿ ಸ್ವಾಮೀಜಿಯವರನ್ನು ಬರಮಾಡಿಕೊಂಡರು. ವಿವಿಧ ಭಜನಾ ಮಂಡಳಿಗಳಿಂದ ಭಜನಾ ಸಂಕೀರ್ತನೆ ನಡೆಯಿತು. ಚಾತುರ್ಮಾಸ್ಯದ ಅವಧಿಯಲ್ಲಿ ಪ್ರತಿದಿನ ವಿಶೇಷ ಪೂಜೆ, ಧಾರ್ಮಿಕ ಪ್ರವಚನ, ಸಾಂಸ್ಕೃತಿಕ ಕಾರ್ಯಕ್ರಮಗಳು ನಡೆಯಲಿವೆ. ಭಕ್ತರು ತನು ಮನ ಧನ ಸಹಕಾರ ನೀಡಿ ಕಾರ್ಯಕ್ರಮ ಯಶಸ್ವಿಗೊಳಿಸುವಂತೆ ಆಡಳಿತ ಮಂಡಳಿ ವಿನಂತಿಸಿದೆ. ಅನ್ನಸಂತರ್ಪಣೆ ನಡೆಯಿತು. ಮಠದ ಕಾರ್ಯದರ್ಶಿ ಸ್ವಾಗತಿಸಿ, ಕೋಶಾಧಿಕಾರಿ ವಂದಿಸಿದರು. ಶ್ರೀಪೀಠದ ವಿದ್ವಾಂಸರು ಪ್ರವಚನ ನೀಡಿದರು. ಕಾರ್ಯಕ್ರಮದ ಅಂಗವಾಗಿ ಸಾಮೂಹಿಕ ಪ್ರಾರ್ಥನೆ ನಡೆಯಿತು. ಉಡುಪಿ, ದಕ್ಷಿಣ ಕನ್ನಡ, ಉತ್ತರ ಕನ್ನಡ ಜಿಲ್ಲೆಗಳಿಂದ ಭಕ್ತರು ಆಗಮಿಸಿದ್ದರು. ಶ್ರೀ ಸರಸ್ವತೀ ಮಹಾಸಂಸ್ಥಾನದ ಗುರುಪರಂಪರೆಯ ಮಹತ್ವವನ್ನು ವಿವರಿಸಲಾಯಿತು. [624,1288,931,1421]
section-title: ಪ್ರಾದೇಶಿಕ [467,42,558,77]
kiru-item2-title: ಉದ್ಯೋಗಿ ಮಹಿಳೆಯರಿಗೆ ಶಿಶುಪಾಲನಾ ಕೇಂದ್ರ [35,655,171,681]
story3-quote: ತಂದೆ, ತಾಯಿ ನಮ್ಮ ಮೊದಲ ಗುರುಗಳಾದರೆ ಬಳಿಕ ನಮ್ಮನ್ನು ತಿದ್ದಿ ತೀಡುವ ಶಿಕ್ಷಕರು ಗುರುಗಳಾಗುತ್ತಾರೆ. ಶಿಕ್ಷಕರಲ್ಲಿ ಉತ್ತಮ ಸಂಸ್ಕಾರವಿದ್ದರೆ ಮಾತ್ರ ಬಲಿಷ್ಠ ಭಾರತ ನಿರ್ಮಾಣ ಸಾಧ್ಯ. 18 ವರ್ಷಗಳಿಂದ ಅವರ ಹೆಸರಿನಲ್ಲಿ ಗುರುವಂದನೆ ನಡೆಸುತ್ತಿರುವುದು ಶ್ಲಾಘನೀಯ. [352,577,482,641]
story4-quote-box [790,374,931,488]
